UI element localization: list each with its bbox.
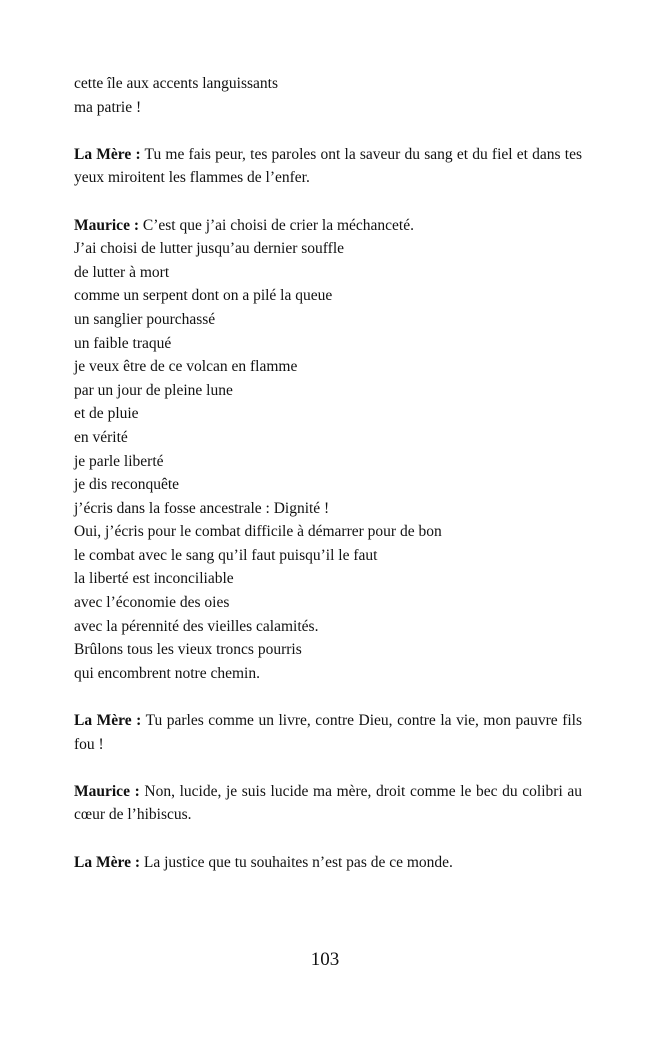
- dialogue-maurice-1: [74, 214, 582, 238]
- verse-line: Oui, j’écris pour le combat difficile à démarrer pour de bon: [74, 523, 442, 541]
- dialogue-mere-3: [74, 851, 582, 875]
- verse-line: je dis reconquête: [74, 476, 180, 494]
- speaker-label: La Mère :: [74, 145, 141, 163]
- verse-line: je parle liberté: [74, 452, 164, 470]
- verse-line: J’ai choisi de lutter jusqu’au dernier souffle: [74, 240, 345, 258]
- verse-line: la liberté est inconciliable: [74, 570, 234, 588]
- dialogue-text: Non, lucide, je suis lucide ma mère, droit comme le bec du colibri au cœur de l’hibiscus.: [74, 782, 583, 824]
- verse-line: avec l’économie des oies: [74, 594, 230, 612]
- verse-line: et de pluie: [74, 405, 139, 423]
- verse-line: de lutter à mort: [74, 263, 170, 281]
- verse-line: Brûlons tous les vieux troncs pourris: [74, 641, 302, 659]
- dialogue-text: La justice que tu souhaites n’est pas de ce monde.: [140, 853, 453, 871]
- verse-line: je veux être de ce volcan en flamme: [74, 358, 298, 376]
- speaker-label: Maurice :: [74, 782, 140, 800]
- dialogue-text: C’est que j’ai choisi de crier la méchanceté.: [138, 216, 414, 234]
- verse-line: avec la pérennité des vieilles calamités.: [74, 617, 319, 635]
- verse-line: qui encombrent notre chemin.: [74, 664, 260, 682]
- dialogue-mere-1: [74, 143, 582, 190]
- verse-line: ma patrie !: [74, 98, 142, 116]
- stanza-gap: [74, 119, 582, 143]
- verse-line: le combat avec le sang qu’il faut puisqu’il le faut: [74, 546, 378, 564]
- verse-line: un faible traqué: [74, 334, 172, 352]
- stanza-gap: [74, 827, 582, 851]
- speaker-label: Maurice :: [74, 216, 139, 234]
- stanza-gap: [74, 756, 582, 780]
- verse-line: en vérité: [74, 428, 128, 446]
- verse-line: comme un serpent dont on a pilé la queue: [74, 287, 333, 305]
- page-body: [74, 72, 582, 874]
- dialogue-text: Tu parles comme un livre, contre Dieu, contre la vie, mon pauvre fils fou !: [74, 712, 582, 753]
- speaker-label: La Mère :: [74, 712, 142, 730]
- stanza-gap: [74, 685, 582, 709]
- verse-line: j’écris dans la fosse ancestrale : Dignité !: [74, 499, 330, 517]
- dialogue-maurice-2: [74, 780, 582, 827]
- dialogue-text: Tu me fais peur, tes paroles ont la saveur du sang et du fiel et dans tes yeux miroitent les flammes de l’enfer.: [74, 145, 582, 187]
- dialogue-mere-2: [74, 709, 582, 756]
- speaker-label: La Mère :: [74, 853, 140, 871]
- verse-line: par un jour de pleine lune: [74, 381, 233, 399]
- verse-line: un sanglier pourchassé: [74, 310, 216, 328]
- verse-line: cette île aux accents languissants: [74, 75, 279, 92]
- page-number: 103: [310, 949, 340, 970]
- stanza-gap: [74, 190, 582, 214]
